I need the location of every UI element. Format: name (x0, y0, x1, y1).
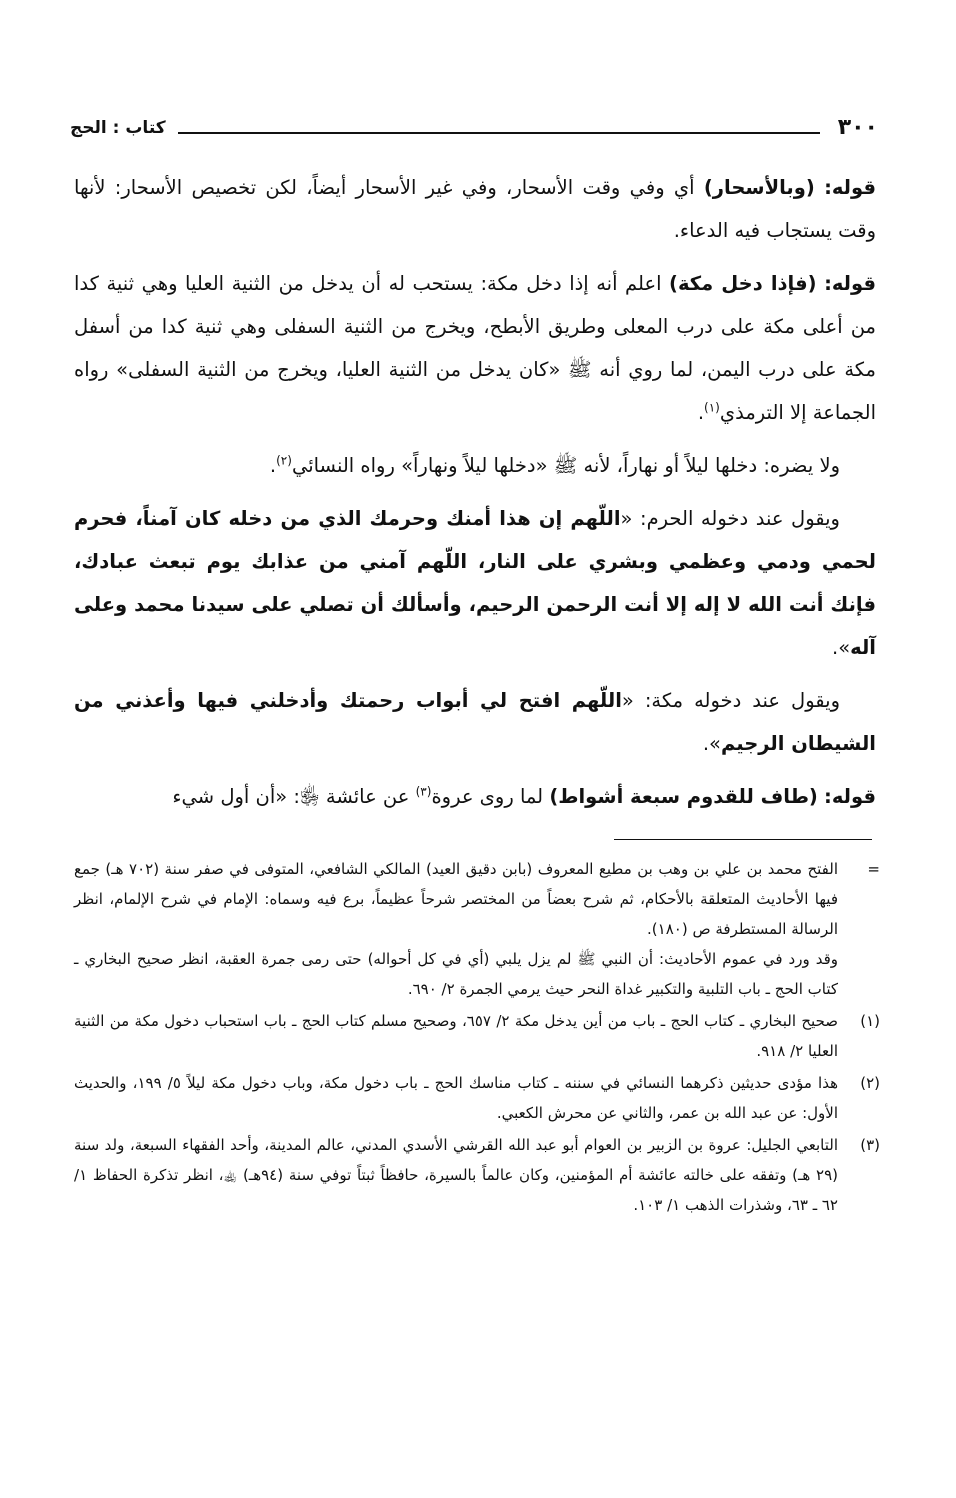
paragraph-tail: ». (832, 636, 851, 659)
footnote-text: هذا مؤدى حديثين ذكرهما النسائي في سننه ـ كتاب مناسك الحج ـ باب دخول مكة، وباب دخول مكة ليلاً ٥/ ١٩٩، والحديث الأول: عن عبد الله بن عمر، والثاني عن محرش الكعبي. (74, 1074, 838, 1122)
paragraph-dua-haram (74, 497, 876, 669)
paragraph-tail: . (269, 454, 277, 477)
footnote-continuation (74, 854, 880, 1004)
page-number: ٣٠٠ (837, 115, 878, 140)
keyword-qawluh: قوله: (824, 272, 877, 295)
footnote-body (74, 1006, 838, 1066)
footnote-ref[interactable]: (٣) (415, 784, 432, 799)
footnote-marker: (١) (860, 1012, 880, 1030)
quoted-phrase: (وبالأسحار) (703, 176, 815, 199)
footnote-1 (74, 1006, 880, 1066)
paragraph-text: ويقول عند دخوله مكة: « (621, 689, 840, 712)
page-header (70, 106, 878, 140)
footnote-text: التابعي الجليل: عروة بن الزبير بن العوام أبو عبد الله القرشي الأسدي المدني، عالم المدينة، وأحد الفقهاء السبعة، ولد سنة (٢٩ هـ) وتفقه على خالته عائشة أم المؤمنين، وكان عالماً بالسيرة، حافظاً ثبتاً توفي سنة (٩٤هـ) ﵀، انظر تذكرة الحفاظ ١/ ٦٢ ـ ٦٣، وشذرات الذهب ١/ ١٠٣. (74, 1136, 838, 1214)
paragraph-text: ويقول عند دخوله الحرم: « (620, 507, 840, 530)
paragraph-dukhul-makkah (74, 262, 876, 434)
quoted-phrase: (فإذا دخل مكة) (669, 272, 817, 295)
footnote-marker: (٣) (860, 1136, 880, 1154)
paragraph-tail: عن عائشة ﵂: «أن أول شيء (172, 785, 416, 808)
paragraph-text: ولا يضره: دخلها ليلاً أو نهاراً، لأنه ﷺ «دخلها ليلاً ونهاراً» رواه النسائي (291, 454, 840, 477)
paragraph-tawaf (74, 775, 876, 818)
footnotes (74, 854, 880, 1222)
keyword-qawluh: قوله: (824, 785, 876, 808)
quoted-phrase: (طاف للقدوم سبعة أشواط) (549, 785, 818, 808)
footnote-text: وقد ورد في عموم الأحاديث: أن النبي ﷺ لم يزل يلبي (أي في كل أحواله) حتى رمى جمرة العقبة، انظر صحيح البخاري ـ كتاب الحج ـ باب التلبية والتكبير غداة النحر حيث يرمي الجمرة ٢/ ٦٩٠. (74, 950, 838, 998)
footnote-marker: = (867, 860, 880, 878)
footnote-body (74, 1068, 838, 1128)
dua-text: اللّهم إن هذا أمنك وحرمك الذي من دخله كان آمناً، فحرم لحمي ودمي وعظمي وبشري على النار، اللّهم آمني من عذابك يوم تبعث عبادك، فإنك أنت الله لا إله إلا أنت الرحمن الرحيم، وأسألك أن تصلي على سيدنا محمد وعلى آله (74, 507, 876, 659)
paragraph-dua-makkah (74, 679, 876, 765)
footnote-marker: (٢) (860, 1074, 880, 1092)
footnote-text: الفتح محمد بن علي بن وهب بن مطيع المعروف (بابن دقيق العيد) المالكي الشافعي، المتوفى في صفر سنة (٧٠٢ هـ) جمع فيها الأحاديث المتعلقة بالأحكام، ثم شرح بعضاً من المختصر شرحاً عظيماً، برع فيه وسماه: الإمام في شرح الإلمام، انظر الرسالة المستطرفة ص (١٨٠). (74, 860, 838, 938)
paragraph-tail: . (697, 401, 705, 424)
footnote-body (74, 854, 838, 1004)
paragraph-text: أي وفي وقت الأسحار، وفي غير الأسحار أيضاً، لكن تخصيص الأسحار: لأنها وقت يستجاب فيه الدعاء. (74, 176, 876, 242)
footnote-body (74, 1130, 838, 1220)
keyword-qawluh: قوله: (824, 176, 877, 199)
paragraph-tail: ». (702, 732, 721, 755)
dua-text: اللّهم افتح لي أبواب رحمتك وأدخلني فيها وأعذني من الشيطان الرجيم (74, 689, 876, 755)
running-title: كتاب : الحج (70, 118, 166, 138)
footnote-2 (74, 1068, 880, 1128)
footnote-ref[interactable]: (١) (704, 400, 720, 415)
paragraph-text: اعلم أنه إذا دخل مكة: يستحب له أن يدخل من الثنية العليا وهي ثنية كدا من أعلى مكة على درب المعلى وطريق الأبطح، ويخرج من الثنية السفلى وهي ثنية كدا من أسفل مكة على درب اليمن، لما روي أنه ﷺ «كان يدخل من الثنية العليا، ويخرج من الثنية السفلى» رواه الجماعة إلا الترمذي (74, 272, 876, 424)
footnote-text: صحيح البخاري ـ كتاب الحج ـ باب من أين يدخل مكة ٢/ ٦٥٧، وصحيح مسلم كتاب الحج ـ باب استحباب دخول مكة من الثنية العليا ٢/ ٩١٨. (74, 1012, 839, 1060)
header-rule (178, 132, 820, 134)
main-text (74, 166, 876, 828)
footnote-ref[interactable]: (٢) (276, 453, 292, 468)
paragraph-layl-nahar (74, 444, 876, 487)
paragraph-asHar (74, 166, 876, 252)
footnote-3 (74, 1130, 880, 1220)
paragraph-text: لما روى عروة (431, 785, 550, 808)
footnote-separator (614, 839, 872, 840)
